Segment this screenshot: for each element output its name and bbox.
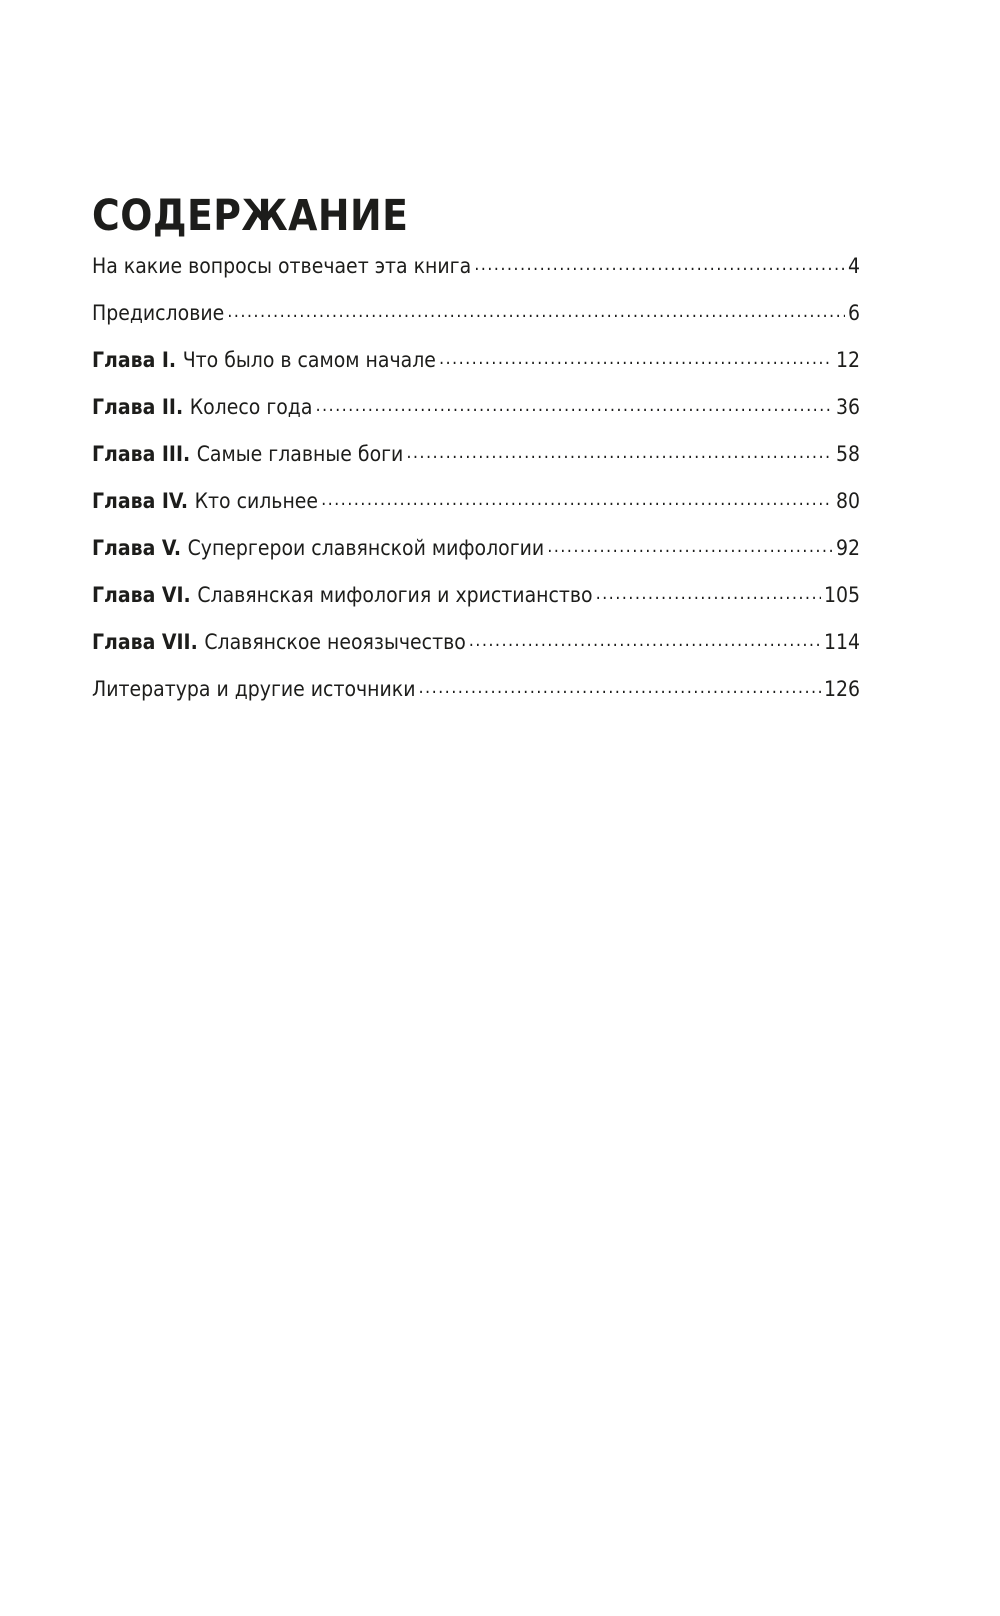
toc-chapter-number: Глава VII.	[92, 630, 205, 654]
dot-leader	[439, 347, 833, 367]
dot-leader	[596, 582, 821, 602]
toc-entry-label	[92, 436, 403, 472]
toc-entry-text: Предисловие	[92, 301, 225, 325]
toc-entry[interactable]	[92, 577, 860, 624]
dot-leader	[469, 629, 821, 649]
toc-entry-label	[92, 295, 224, 331]
toc-entry[interactable]	[92, 295, 860, 342]
toc-page-number: 126	[823, 677, 860, 701]
toc-page-number: 6	[847, 301, 860, 325]
toc-entry-text: Кто сильнее	[194, 489, 319, 513]
dot-leader	[406, 441, 833, 461]
toc-entry-label	[92, 624, 466, 660]
toc-entry[interactable]	[92, 342, 860, 389]
toc-entry-label	[92, 389, 312, 425]
toc-entry[interactable]	[92, 436, 860, 483]
toc-entry[interactable]	[92, 248, 860, 295]
toc-entry-text: Супергерои славянской мифологии	[187, 536, 545, 560]
toc-entry[interactable]	[92, 671, 860, 718]
toc-entry-text: Колесо года	[189, 395, 313, 419]
dot-leader	[321, 488, 833, 508]
toc-entry[interactable]	[92, 483, 860, 530]
toc-page-number: 36	[835, 395, 860, 419]
toc-chapter-number: Глава III.	[92, 442, 197, 466]
toc-page-number: 12	[835, 348, 860, 372]
toc-page-number: 80	[835, 489, 860, 513]
toc-entry-text: Славянская мифология и христианство	[197, 583, 593, 607]
toc-page-number: 114	[823, 630, 860, 654]
dot-leader	[474, 253, 845, 273]
dot-leader	[418, 676, 820, 696]
dot-leader	[547, 535, 833, 555]
toc-entry-text: Славянское неоязычество	[204, 630, 466, 654]
toc-entry-label	[92, 671, 415, 707]
toc-chapter-number: Глава IV.	[92, 489, 195, 513]
page-title: СОДЕРЖАНИЕ	[92, 191, 409, 241]
toc-entry-label	[92, 530, 544, 566]
toc-page-number: 4	[847, 254, 860, 278]
toc-entry-text: На какие вопросы отвечает эта книга	[92, 254, 472, 278]
toc-entry-label	[92, 342, 436, 378]
toc-chapter-number: Глава V.	[92, 536, 188, 560]
dot-leader	[315, 394, 833, 414]
toc-entry-label	[92, 248, 471, 284]
toc-entry-label	[92, 483, 318, 519]
toc-page-number: 92	[835, 536, 860, 560]
toc-chapter-number: Глава I.	[92, 348, 183, 372]
toc-page-number: 58	[835, 442, 860, 466]
toc-entry-label	[92, 577, 593, 613]
toc-chapter-number: Глава II.	[92, 395, 190, 419]
toc-page-number: 105	[823, 583, 860, 607]
toc-entry[interactable]	[92, 530, 860, 577]
toc-entry-text: Самые главные боги	[196, 442, 404, 466]
toc-entry-text: Литература и другие источники	[92, 677, 416, 701]
dot-leader	[227, 300, 845, 320]
toc-entry[interactable]	[92, 389, 860, 436]
toc-entry[interactable]	[92, 624, 860, 671]
table-of-contents	[92, 248, 860, 718]
toc-chapter-number: Глава VI.	[92, 583, 198, 607]
toc-entry-text: Что было в самом начале	[182, 348, 436, 372]
